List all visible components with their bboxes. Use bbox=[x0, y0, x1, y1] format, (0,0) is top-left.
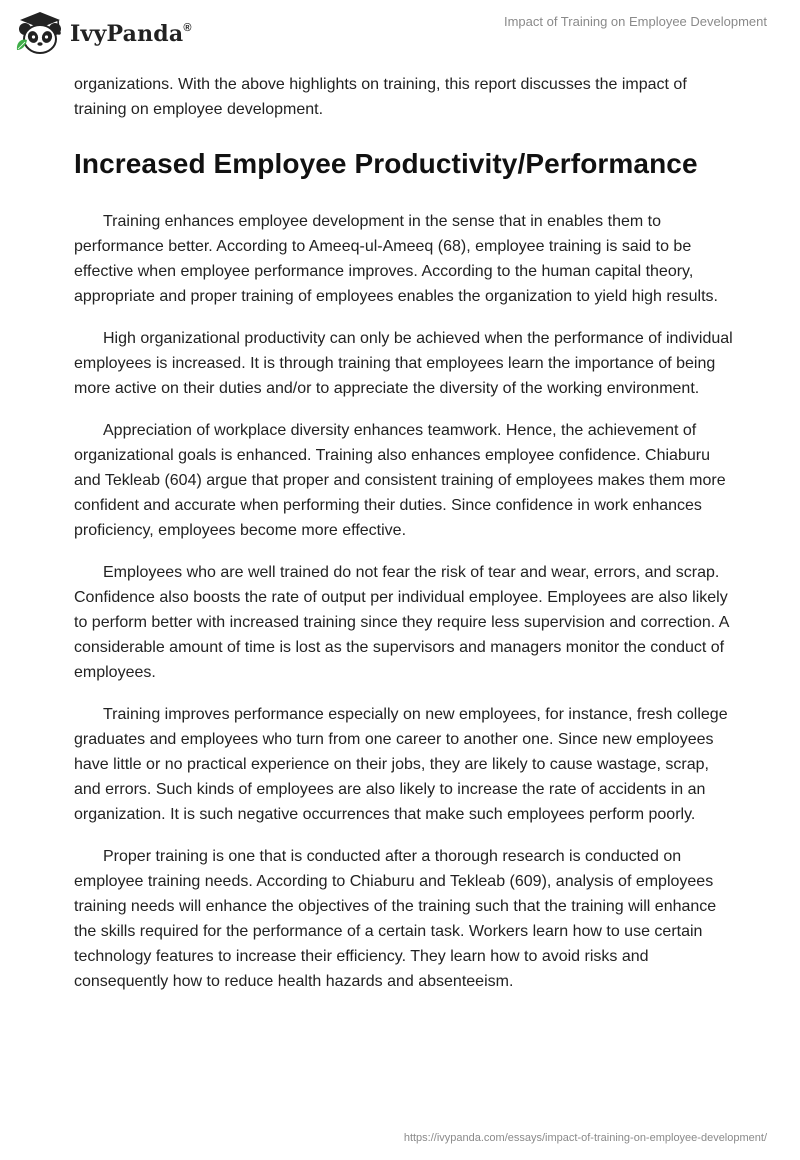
body-paragraph: Employees who are well trained do not fear the risk of tear and wear, errors, and scrap. Confidence also boosts the rate of output per individual employee. Employees are also likely to perform better with increased training since they require less supervision and correction. A considerable amount of time is lost as the supervisors and managers monitor the conduct of employees. bbox=[74, 564, 729, 681]
body-paragraph: Training enhances employee development in the sense that in enables them to performance better. According to Ameeq-ul-Ameeq (68), employee training is said to be effective when employee performance improves. According to the human capital theory, appropriate and proper training of employees enables the organization to yield high results. bbox=[74, 213, 718, 305]
source-url-link[interactable]: https://ivypanda.com/essays/impact-of-training-on-employee-development/ bbox=[403, 1132, 767, 1144]
body-paragraph: Proper training is one that is conducted after a thorough research is conducted on employee training needs. According to Chiaburu and Tekleab (609), analysis of employees training needs will enhance the objectives of the training such that the training will enhance the skills required for the performance of a certain task. Workers learn how to use certain technology features to increase their efficiency. They learn how to avoid risks and consequently how to reduce health hazards and absenteeism. bbox=[74, 848, 717, 990]
page-header bbox=[0, 0, 800, 70]
body-paragraph: Appreciation of workplace diversity enhances teamwork. Hence, the achievement of organizational goals is enhanced. Training also enhances employee confidence. Chiaburu and Tekleab (604) argue that proper and consistent training of employees makes them more confident and accurate when performing their duties. Since confidence in work enhances proficiency, employees become more effective. bbox=[74, 422, 726, 539]
panda-logo-icon bbox=[14, 10, 66, 56]
ivypanda-logo[interactable] bbox=[14, 10, 192, 56]
body-paragraph: High organizational productivity can only be achieved when the performance of individual employees is increased. It is through training that employees learn the importance of being more active on their duties and/or to appreciate the diversity of the working environment. bbox=[74, 330, 733, 397]
document-title: Impact of Training on Employee Development bbox=[503, 14, 767, 29]
section-heading: Increased Employee Productivity/Performance bbox=[74, 148, 698, 179]
brand-name: IvyPanda® bbox=[70, 21, 192, 47]
body-paragraph: Training improves performance especially on new employees, for instance, fresh college graduates and employees who turn from one career to another one. Since new employees have little or no practical experience on their jobs, they are likely to cause wastage, scrap, and errors. Such kinds of employees are also likely to increase the rate of accidents in an organization. It is such negative occurrences that make such employees perform poorly. bbox=[74, 706, 728, 823]
registered-mark: ® bbox=[183, 21, 192, 34]
intro-paragraph: organizations. With the above highlights on training, this report discusses the impact of training on employee development. bbox=[74, 76, 687, 118]
essay-content bbox=[74, 72, 734, 1011]
